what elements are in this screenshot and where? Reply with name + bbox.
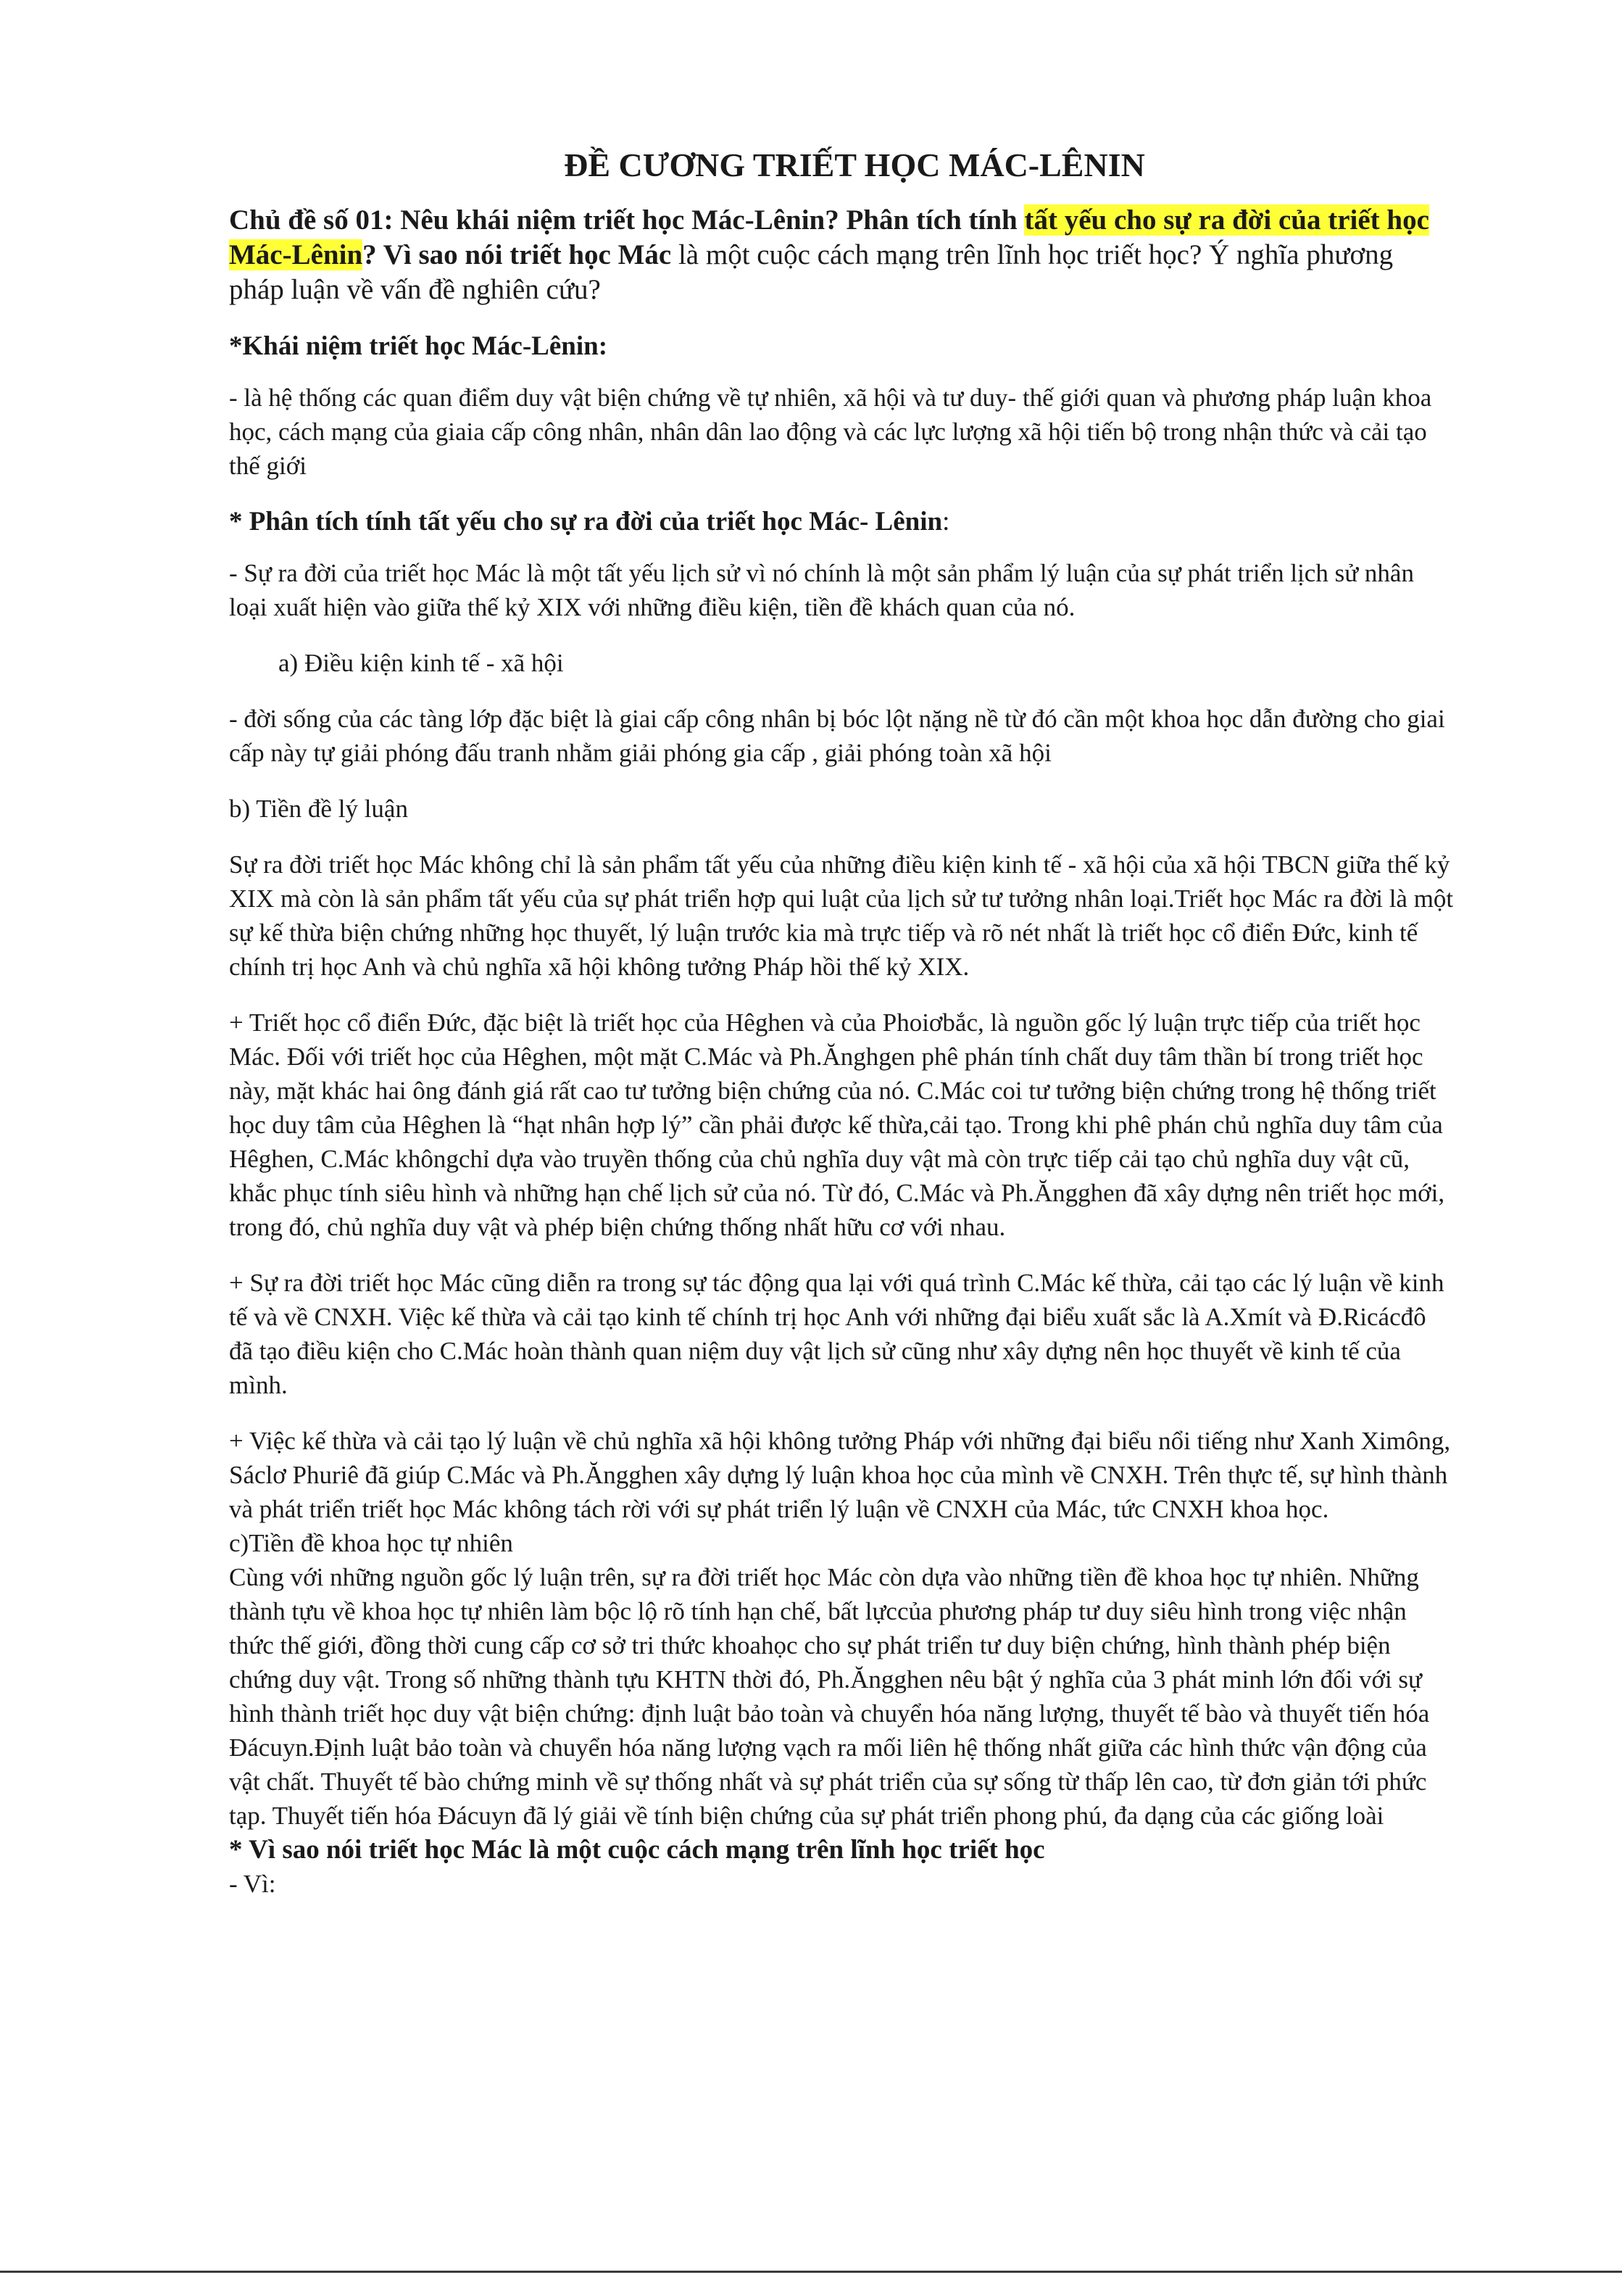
topic-lead: Chủ đề số 01: Nêu khái niệm triết học Mác-Lênin? Phân tích tính [229,204,1025,236]
concept-paragraph: - là hệ thống các quan điểm duy vật biện chứng về tự nhiên, xã hội và tư duy- thế giới quan và phương pháp luận khoa học, cách mạng của giaia cấp công nhân, nhân dân lao động và các lực lượng xã hội tiến bộ trong nhận thức và cải tạo thế giới [229,384,1432,480]
subheading-economic: a) Điều kiện kinh tế - xã hội [278,649,564,677]
document-body [229,144,1454,1901]
necessity-intro: - Sự ra đời của triết học Mác là một tất yếu lịch sử vì nó chính là một sản phẩm lý luận của sự phát triển lịch sử nhân loại xuất hiện vào giữa thế kỷ XIX với những điều kiện, tiền đề khách quan của nó. [229,559,1414,621]
page-title: ĐỀ CƯƠNG TRIẾT HỌC MÁC-LÊNIN [564,146,1145,183]
section-heading-concept: *Khái niệm triết học Mác-Lênin: [229,331,608,361]
natural-science-paragraph: Cùng với những nguồn gốc lý luận trên, sự ra đời triết học Mác còn dựa vào những tiền đề khoa học tự nhiên. Những thành tựu về khoa học tự nhiên làm bộc lộ rõ tính hạn chế, bất lựccủa phương pháp tư duy siêu hình trong việc nhận thức thế giới, đồng thời cung cấp cơ sở tri thức khoahọc cho sự phát triển tư duy biện chứng, hình thành phép biện chứng duy vật. Trong số những thành tựu KHTN thời đó, Ph.Ăngghen nêu bật ý nghĩa của 3 phát minh lớn đối với sự hình thành triết học duy vật biện chứng: định luật bảo toàn và chuyển hóa năng lượng, thuyết tế bào và thuyết tiến hóa Đácuyn.Định luật bảo toàn và chuyển hóa năng lượng vạch ra mối liên hệ thống nhất giữa các hình thức vận động của vật chất. Thuyết tế bào chứng minh về sự thống nhất và sự phát triển của sự sống từ thấp lên cao, từ đơn giản tới phức tạp. Thuyết tiến hóa Đácuyn đã lý giải về tính biện chứng của sự phát triển phong phú, đa dạng của các giống loài [229,1563,1430,1830]
theory-paragraph-2: + Triết học cổ điển Đức, đặc biệt là triết học của Hêghen và của Phoiơbắc, là nguồn gốc lý luận trực tiếp của triết học Mác. Đối với triết học của Hêghen, một mặt C.Mác và Ph.Ănghgen phê phán tính chất duy tâm thần bí trong triết học này, mặt khác hai ông đánh giá rất cao tư tưởng biện chứng của nó. C.Mác coi tư tưởng biện chứng trong hệ thống triết học duy tâm của Hêghen là “hạt nhân hợp lý” cần phải được kế thừa,cải tạo. Trong khi phê phán chủ nghĩa duy tâm của Hêghen, C.Mác khôngchỉ dựa vào truyền thống của chủ nghĩa duy vật mà còn trực tiếp cải tạo chủ nghĩa duy vật cũ, khắc phục tính siêu hình và những hạn chế lịch sử của nó. Từ đó, C.Mác và Ph.Ăngghen đã xây dựng nên triết học mới, trong đó, chủ nghĩa duy vật và phép biện chứng thống nhất hữu cơ với nhau. [229,1008,1445,1241]
revolution-paragraph: - Vì: [229,1870,276,1898]
theory-paragraph-4: + Việc kế thừa và cải tạo lý luận về chủ nghĩa xã hội không tưởng Pháp với những đại biểu nổi tiếng như Xanh Ximông, Sáclơ Phuriê đã giúp C.Mác và Ph.Ăngghen xây dựng lý luận khoa học của mình về CNXH. Trên thực tế, sự hình thành và phát triển triết học Mác không tách rời với sự phát triển lý luận về CNXH của Mác, tức CNXH khoa học. [229,1427,1451,1523]
theory-paragraph-1: Sự ra đời triết học Mác không chỉ là sản phẩm tất yếu của những điều kiện kinh tế - xã hội của xã hội TBCN giữa thế kỷ XIX mà còn là sản phẩm tất yếu của sự phát triển hợp qui luật của lịch sử tư tưởng nhân loại.Triết học Mác ra đời là một sự kế thừa biện chứng những học thuyết, lý luận trước kia mà trực tiếp và rõ nét nhất là triết học cổ điển Đức, kinh tế chính trị học Anh và chủ nghĩa xã hội không tưởng Pháp hồi thế kỷ XIX. [229,850,1454,981]
necessity-heading-colon: : [942,507,950,536]
subheading-theory: b) Tiền đề lý luận [229,795,408,823]
economic-paragraph: - đời sống của các tàng lớp đặc biệt là giai cấp công nhân bị bóc lột nặng nề từ đó cần một khoa học dẫn đường cho giai cấp này tự giải phóng đấu tranh nhằm giải phóng gia cấp , giải phóng toàn xã hội [229,705,1445,767]
subheading-natural-science: c)Tiền đề khoa học tự nhiên [229,1529,513,1557]
section-heading-necessity [229,505,1454,539]
page-edge-line [0,2271,1622,2273]
topic-highlight: tất yếu cho sự ra đời của triết học Mác-Lênin [229,204,1429,270]
topic-question [229,203,1454,307]
necessity-heading-text: * Phân tích tính tất yếu cho sự ra đời của triết học Mác- Lênin [229,507,943,536]
topic-bold-tail: ? Vì sao nói triết học Mác [362,239,672,270]
topic-rest: là một cuộc cách mạng trên lĩnh học triết học? Ý nghĩa phương pháp luận về vấn đề nghiên cứu? [229,239,1394,305]
theory-paragraph-3: + Sự ra đời triết học Mác cũng diễn ra trong sự tác động qua lại với quá trình C.Mác kế thừa, cải tạo các lý luận về kinh tế và về CNXH. Việc kế thừa và cải tạo kinh tế chính trị học Anh với những đại biểu xuất sắc là A.Xmít và Đ.Ricácđô đã tạo điều kiện cho C.Mác hoàn thành quan niệm duy vật lịch sử cũng như xây dựng nên học thuyết về kinh tế của mình. [229,1269,1444,1399]
section-heading-revolution: * Vì sao nói triết học Mác là một cuộc cách mạng trên lĩnh học triết học [229,1835,1045,1865]
